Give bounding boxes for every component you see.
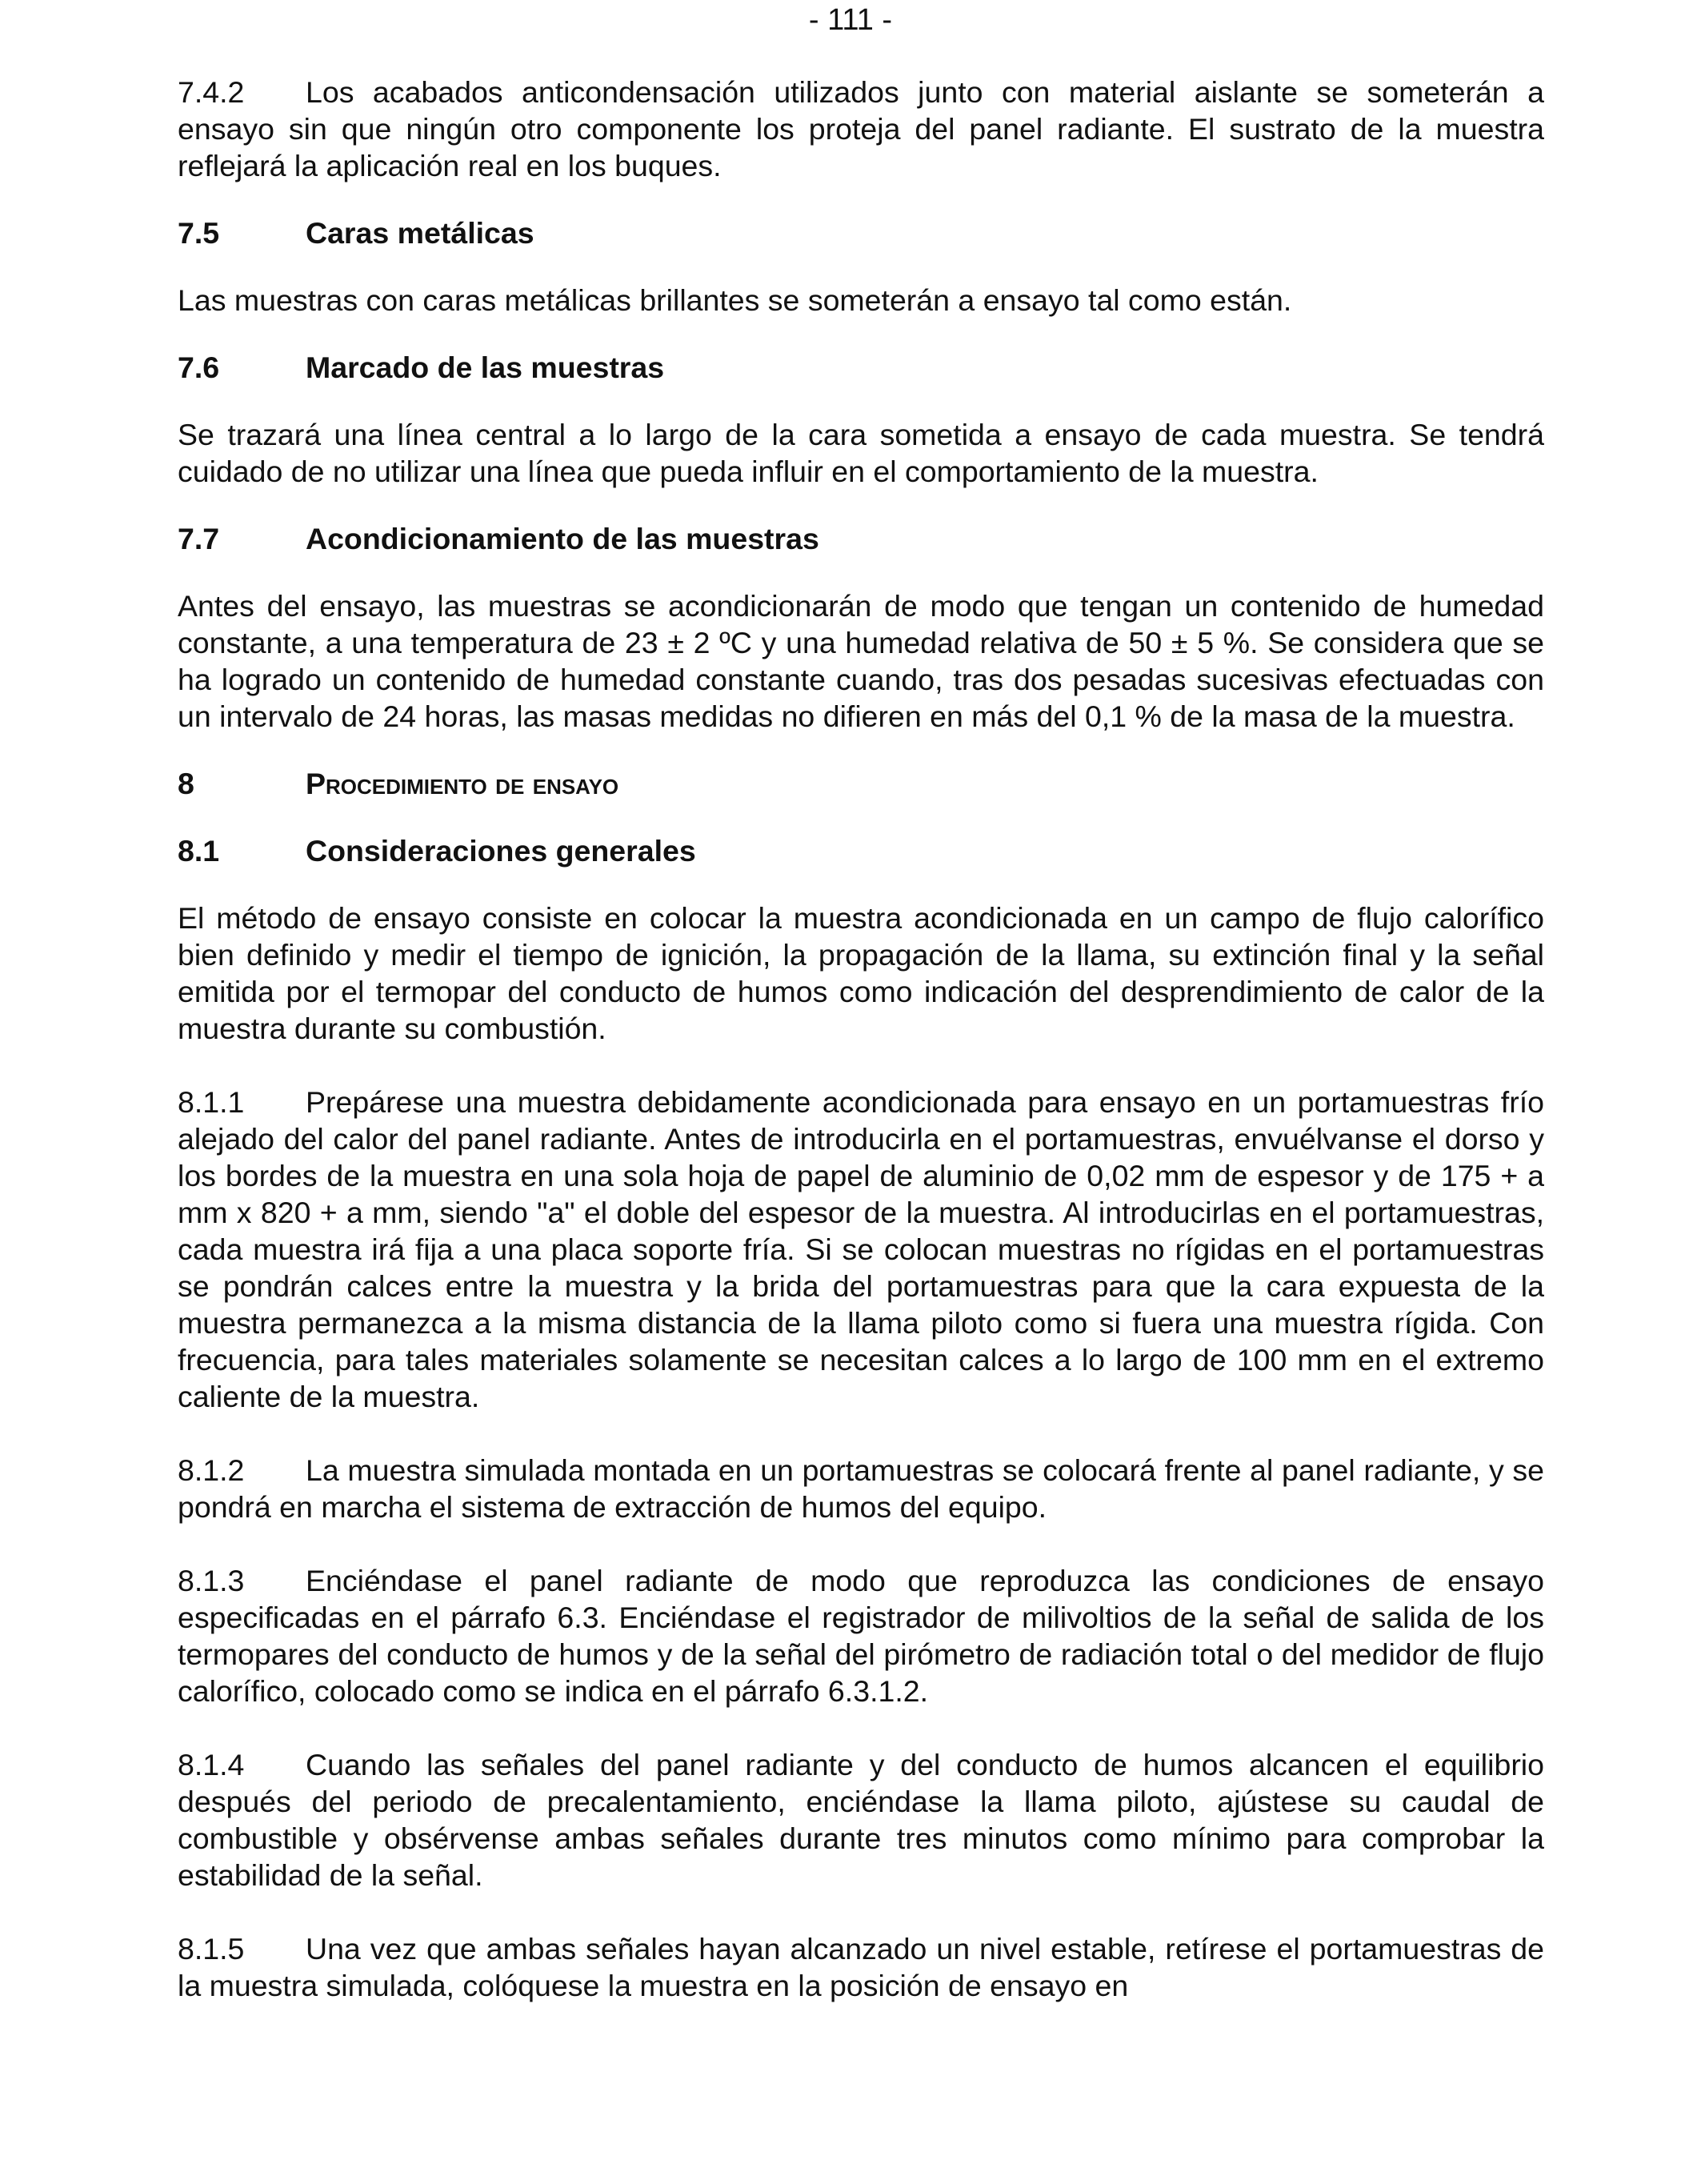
paragraph-caras-metalicas [178,282,1544,319]
heading-number: 8.1 [178,834,220,868]
heading-number: 7.7 [178,522,220,555]
paragraph-7-4-2 [178,74,1544,184]
paragraph-text: El método de ensayo consiste en colocar la muestra acondicionada en un campo de flujo calorífico bien definido y medir el tiempo de ignición, la propagación de la llama, su extinción final y la señal emitida por el termopar del conducto de humos como indicación del desprendimiento de calor de la muestra durante su combustión. [178,901,1544,1045]
paragraph-number: 7.4.2 [178,75,245,109]
paragraph-8-1-2 [178,1452,1544,1525]
paragraph-8-1-3 [178,1562,1544,1709]
heading-text: Acondicionamiento de las muestras [306,522,819,555]
paragraph-text: Una vez que ambas señales hayan alcanzado un nivel estable, retírese el portamuestras de la muestra simulada, colóquese la muestra en la posición de ensayo en [178,1932,1544,2002]
heading-7-7 [178,520,1544,557]
paragraph-text: Cuando las señales del panel radiante y del conducto de humos alcancen el equilibrio después del periodo de precalentamiento, enciéndase la llama piloto, ajústese su caudal de combustible y obsérvense ambas señales durante tres minutos como mínimo para comprobar la estabilidad de la señal. [178,1748,1544,1892]
heading-8-1 [178,832,1544,869]
section-number: 8 [178,767,194,800]
paragraph-number: 8.1.4 [178,1748,245,1781]
section-title: Procedimiento de ensayo [306,767,619,800]
paragraph-number: 8.1.5 [178,1932,245,1966]
paragraph-text: La muestra simulada montada en un portamuestras se colocará frente al panel radiante, y se pondrá en marcha el sistema de extracción de humos del equipo. [178,1453,1544,1524]
paragraph-text: Antes del ensayo, las muestras se acondicionarán de modo que tengan un contenido de humedad constante, a una temperatura de 23 ± 2 ºC y una humedad relativa de 50 ± 5 %. Se considera que se ha logrado un contenido de humedad constante cuando, tras dos pesadas sucesivas efectuadas con un intervalo de 24 horas, las masas medidas no difieren en más del 0,1 % de la masa de la muestra. [178,589,1544,733]
heading-7-5 [178,214,1544,251]
paragraph-8-1-4 [178,1746,1544,1893]
paragraph-text: Prepárese una muestra debidamente acondicionada para ensayo en un portamuestras frío alejado del calor del panel radiante. Antes de introducirla en el portamuestras, envuélvanse el dorso y los bordes de la muestra en una sola hoja de papel de aluminio de 0,02 mm de espesor y de 175 + a mm x 820 + a mm, siendo "a" el doble del espesor de la muestra. Al introducirlas en el portamuestras, cada muestra irá fija a una placa soporte fría. Si se colocan muestras no rígidas en el portamuestras se pondrán calces entre la muestra y la brida del portamuestras para que la cara expuesta de la muestra permanezca a la misma distancia de la llama piloto como si fuera una muestra rígida. Con frecuencia, para tales materiales solamente se necesitan calces a lo largo de 100 mm en el extremo caliente de la muestra. [178,1085,1544,1413]
paragraph-text: Se trazará una línea central a lo largo de la cara sometida a ensayo de cada muestra. Se tendrá cuidado de no utilizar una línea que pueda influir en el comportamiento de la muestra. [178,418,1544,488]
paragraph-text: Las muestras con caras metálicas brillantes se someterán a ensayo tal como están. [178,283,1292,317]
heading-text: Marcado de las muestras [306,351,665,384]
heading-text: Caras metálicas [306,216,534,250]
page-number: - 111 - [808,3,893,37]
paragraph-8-1-1 [178,1084,1544,1415]
heading-7-6 [178,349,1544,386]
paragraph-text: Los acabados anticondensación utilizados junto con material aislante se someterán a ensayo sin que ningún otro componente los proteja del panel radiante. El sustrato de la muestra reflejará la aplicación real en los buques. [178,75,1544,182]
paragraph-number: 8.1.3 [178,1564,245,1597]
paragraph-marcado [178,416,1544,490]
paragraph-metodo [178,900,1544,1047]
document-body [178,74,1544,2004]
heading-text: Consideraciones generales [306,834,696,868]
section-heading-8 [178,765,1544,802]
heading-number: 7.5 [178,216,220,250]
paragraph-text: Enciéndase el panel radiante de modo que reproduzca las condiciones de ensayo especificadas en el párrafo 6.3. Enciéndase el registrador de milivoltios de la señal de salida de los termopares del conducto de humos y de la señal del pirómetro de radiación total o del medidor de flujo calorífico, colocado como se indica en el párrafo 6.3.1.2. [178,1564,1544,1708]
heading-number: 7.6 [178,351,220,384]
paragraph-acondicionamiento [178,587,1544,735]
paragraph-number: 8.1.1 [178,1085,245,1119]
paragraph-8-1-5 [178,1930,1544,2004]
paragraph-number: 8.1.2 [178,1453,245,1487]
